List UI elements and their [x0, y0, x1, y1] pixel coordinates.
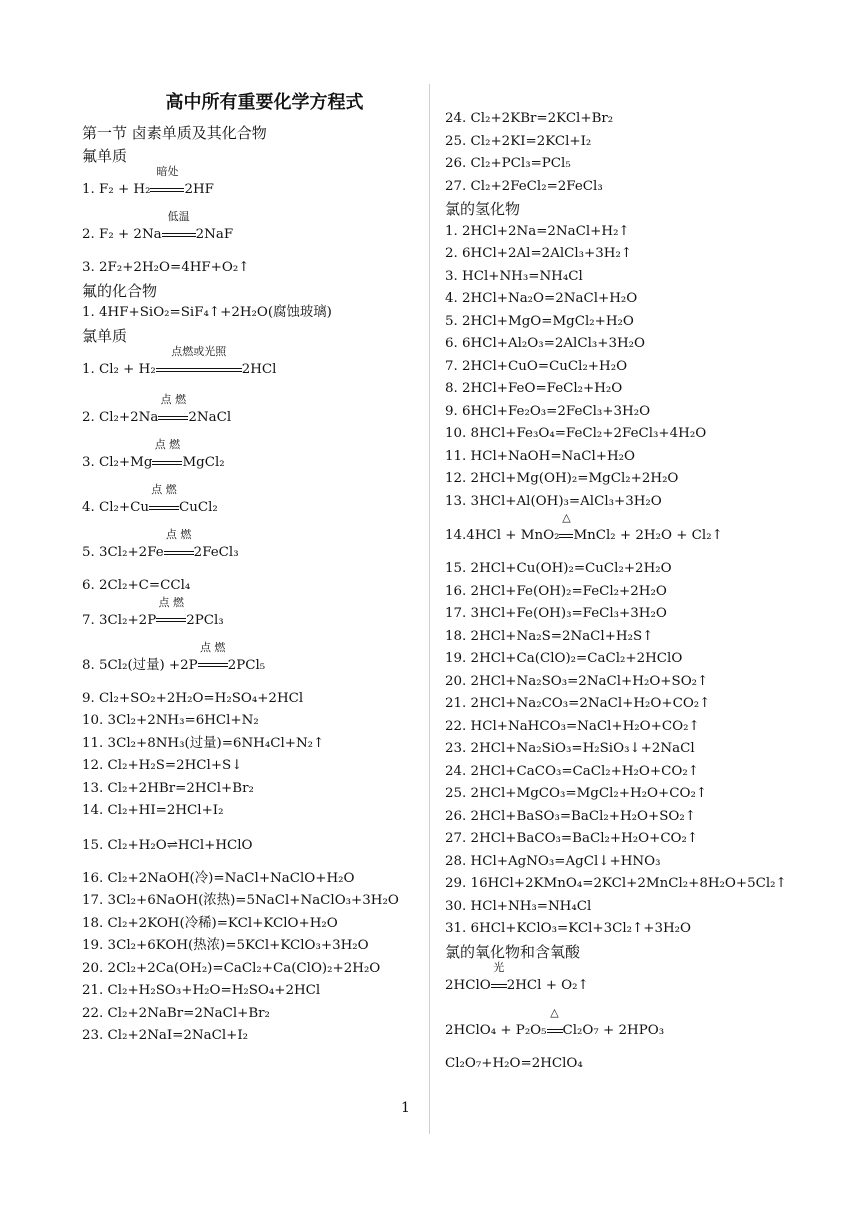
equation: 14. Cl₂+HI=2HCl+I₂: [82, 803, 224, 818]
equation-products: 2NaF: [195, 227, 234, 242]
equation-products: MnCl₂ + 2H₂O + Cl₂↑: [573, 528, 723, 543]
equation: 16. Cl₂+2NaOH(冷)=NaCl+NaClO+H₂O: [82, 870, 355, 886]
equation-with-condition: [82, 167, 427, 212]
equation: 1. 4HF+SiO₂=SiF₄↑+2H₂O(腐蚀玻璃): [82, 305, 332, 320]
equation: 30. HCl+NH₃=NH₄Cl: [445, 898, 592, 914]
equation-with-condition: [82, 640, 427, 688]
reaction-condition: 点 燃: [199, 640, 226, 654]
equation: 22. Cl₂+2NaBr=2NaCl+Br₂: [82, 1005, 270, 1021]
reaction-arrow: [547, 1006, 563, 1042]
equation-reactants: 4. Cl₂+Cu: [82, 500, 150, 515]
equation-products: 2NaCl: [188, 410, 232, 425]
equation-products: 2PCl₅: [227, 657, 266, 673]
equation: 1. 2HCl+2Na=2NaCl+H₂↑: [445, 223, 630, 239]
equation: Cl₂O₇+H₂O=2HClO₄: [445, 1056, 583, 1071]
equation-products: Cl₂O₇ + 2HPO₃: [562, 1023, 665, 1038]
equation: 27. Cl₂+2FeCl₂=2FeCl₃: [445, 178, 603, 194]
section-heading: 氯单质: [82, 326, 128, 345]
equation: 22. HCl+NaHCO₃=NaCl+H₂O+CO₂↑: [445, 718, 700, 734]
equation-reactants: 8. 5Cl₂(过量) +2P: [82, 657, 198, 673]
reaction-arrow: [164, 528, 194, 564]
equation-products: 2FeCl₃: [193, 545, 239, 560]
equation-reactants: 2HClO₄ + P₂O₅: [445, 1023, 547, 1038]
reaction-arrow: [162, 210, 196, 246]
equation: 15. Cl₂+H₂O⇌HCl+HClO: [82, 837, 253, 853]
equation: 18. Cl₂+2KOH(冷稀)=KCl+KClO+H₂O: [82, 915, 338, 931]
equation: 25. 2HCl+MgCO₃=MgCl₂+H₂O+CO₂↑: [445, 786, 708, 801]
equation-reactants: 2. Cl₂+2Na: [82, 410, 159, 425]
equation: 26. Cl₂+PCl₃=PCl₅: [445, 156, 571, 171]
equation-reactants: 1. Cl₂ + H₂: [82, 362, 156, 377]
equation: 17. 3Cl₂+6NaOH(浓热)=5NaCl+NaClO₃+3H₂O: [82, 893, 399, 908]
equation: 27. 2HCl+BaCO₃=BaCl₂+H₂O+CO₂↑: [445, 831, 699, 846]
column-divider: [429, 84, 430, 1134]
reaction-condition: 点 燃: [151, 483, 177, 496]
equation: 29. 16HCl+2KMnO₄=2KCl+2MnCl₂+8H₂O+5Cl₂↑: [445, 876, 787, 891]
reaction-condition: △: [562, 511, 571, 524]
reaction-arrow: [156, 595, 186, 632]
equation: 20. 2Cl₂+2Ca(OH₂)=CaCl₂+Ca(ClO)₂+2H₂O: [82, 960, 381, 976]
section-heading: 氯的氢化物: [445, 200, 521, 218]
equation: 31. 6HCl+KClO₃=KCl+3Cl₂↑+3H₂O: [445, 921, 692, 936]
equation: 24. Cl₂+2KBr=2KCl+Br₂: [445, 111, 614, 126]
reaction-condition: 点 燃: [160, 393, 187, 406]
equation: 12. 2HCl+Mg(OH)₂=MgCl₂+2H₂O: [445, 471, 679, 486]
reaction-condition: 光: [493, 961, 505, 974]
equation-products: 2HCl + O₂↑: [506, 978, 589, 993]
equation-with-condition: [82, 440, 427, 485]
equation: 28. HCl+AgNO₃=AgCl↓+HNO₃: [445, 853, 661, 869]
equation: 11. 3Cl₂+8NH₃(过量)=6NH₄Cl+N₂↑: [82, 735, 325, 751]
page-title: 高中所有重要化学方程式: [165, 92, 364, 113]
equation: 24. 2HCl+CaCO₃=CaCl₂+H₂O+CO₂↑: [445, 763, 699, 779]
page-number: 1: [401, 1100, 410, 1116]
equation-with-condition: [82, 485, 427, 530]
reaction-arrow: [158, 393, 188, 429]
equation: 9. Cl₂+SO₂+2H₂O=H₂SO₄+2HCl: [82, 690, 304, 706]
equation: 10. 8HCl+Fe₃O₄=FeCl₂+2FeCl₃+4H₂O: [445, 426, 707, 441]
equation: 3. HCl+NH₃=NH₄Cl: [445, 268, 583, 284]
equation: 5. 2HCl+MgO=MgCl₂+H₂O: [445, 313, 634, 329]
equation: 11. HCl+NaOH=NaCl+H₂O: [445, 448, 636, 464]
equation: 6. 2Cl₂+C=CCl₄: [82, 578, 191, 593]
equation-reactants: 2. F₂ + 2Na: [82, 227, 162, 242]
equation-with-condition: [445, 963, 805, 1008]
equation-products: 2PCl₃: [186, 612, 224, 628]
equation-reactants: 5. 3Cl₂+2Fe: [82, 545, 164, 560]
right-column: [445, 108, 805, 1076]
equation: 19. 3Cl₂+6KOH(热浓)=5KCl+KClO₃+3H₂O: [82, 938, 369, 953]
equation: 13. 3HCl+Al(OH)₃=AlCl₃+3H₂O: [445, 493, 662, 509]
equation: 2. 6HCl+2Al=2AlCl₃+3H₂↑: [445, 246, 633, 261]
equation: 9. 6HCl+Fe₂O₃=2FeCl₃+3H₂O: [445, 403, 651, 419]
equation-reactants: 14.4HCl + MnO₂: [445, 528, 560, 543]
section-heading: 氯的氧化物和含氧酸: [445, 942, 581, 961]
equation: 18. 2HCl+Na₂S=2NaCl+H₂S↑: [445, 628, 654, 644]
equation-reactants: 3. Cl₂+Mg: [82, 455, 153, 470]
equation: 10. 3Cl₂+2NH₃=6HCl+N₂: [82, 713, 259, 728]
equation: 21. Cl₂+H₂SO₃+H₂O=H₂SO₄+2HCl: [82, 983, 321, 998]
equation-with-condition: [82, 347, 427, 395]
reaction-condition: 点 燃: [158, 595, 184, 609]
section-heading: 第一节 卤素单质及其化合物: [82, 124, 267, 142]
reaction-arrow: [198, 640, 228, 677]
equation: 8. 2HCl+FeO=FeCl₂+H₂O: [445, 381, 623, 396]
reaction-condition: 低温: [167, 210, 190, 223]
equation: 17. 3HCl+Fe(OH)₃=FeCl₃+3H₂O: [445, 606, 667, 621]
section-heading: 氟单质: [82, 146, 128, 165]
reaction-condition: 点燃或光照: [171, 345, 227, 358]
equation: 26. 2HCl+BaSO₃=BaCl₂+H₂O+SO₂↑: [445, 808, 696, 824]
reaction-arrow: [559, 511, 573, 547]
equation-with-condition: [82, 530, 427, 575]
equation-with-condition: [82, 212, 427, 257]
equation-reactants: 2HClO: [445, 978, 491, 993]
equation: 21. 2HCl+Na₂CO₃=2NaCl+H₂O+CO₂↑: [445, 696, 711, 711]
equation-products: 2HF: [184, 182, 214, 197]
reaction-arrow: [491, 961, 507, 997]
equation: 3. 2F₂+2H₂O=4HF+O₂↑: [82, 260, 250, 275]
equation-reactants: 7. 3Cl₂+2P: [82, 612, 157, 628]
equation-products: CuCl₂: [179, 500, 218, 515]
equation-products: MgCl₂: [182, 455, 225, 470]
reaction-condition: 点 燃: [165, 528, 192, 541]
equation-with-condition: [445, 1008, 805, 1053]
equation: 19. 2HCl+Ca(ClO)₂=CaCl₂+2HClO: [445, 651, 683, 666]
equation: 23. Cl₂+2NaI=2NaCl+I₂: [82, 1028, 249, 1043]
equation: 16. 2HCl+Fe(OH)₂=FeCl₂+2H₂O: [445, 583, 667, 599]
equation-with-condition: [82, 395, 427, 440]
equation: 12. Cl₂+H₂S=2HCl+S↓: [82, 758, 243, 773]
reaction-arrow: [150, 165, 184, 201]
equation: 13. Cl₂+2HBr=2HCl+Br₂: [82, 780, 254, 796]
equation-with-condition: [445, 513, 805, 558]
reaction-arrow: [149, 483, 179, 519]
reaction-condition: 暗处: [156, 165, 179, 178]
reaction-condition: △: [550, 1006, 559, 1019]
section-heading: 氟的化合物: [82, 281, 158, 300]
reaction-arrow: [156, 345, 242, 381]
reaction-condition: 点 燃: [154, 438, 181, 451]
equation: 6. 6HCl+Al₂O₃=2AlCl₃+3H₂O: [445, 336, 645, 351]
equation-with-condition: [82, 595, 427, 643]
equation: 23. 2HCl+Na₂SiO₃=H₂SiO₃↓+2NaCl: [445, 741, 695, 756]
equation: 20. 2HCl+Na₂SO₃=2NaCl+H₂O+SO₂↑: [445, 673, 709, 689]
reaction-arrow: [152, 438, 182, 474]
equation: 7. 2HCl+CuO=CuCl₂+H₂O: [445, 358, 628, 374]
equation: 25. Cl₂+2KI=2KCl+I₂: [445, 133, 592, 149]
left-column: [82, 90, 427, 1048]
equation: 4. 2HCl+Na₂O=2NaCl+H₂O: [445, 291, 638, 306]
equation-products: 2HCl: [241, 362, 277, 377]
equation: 15. 2HCl+Cu(OH)₂=CuCl₂+2H₂O: [445, 561, 672, 576]
equation-reactants: 1. F₂ + H₂: [82, 182, 151, 197]
